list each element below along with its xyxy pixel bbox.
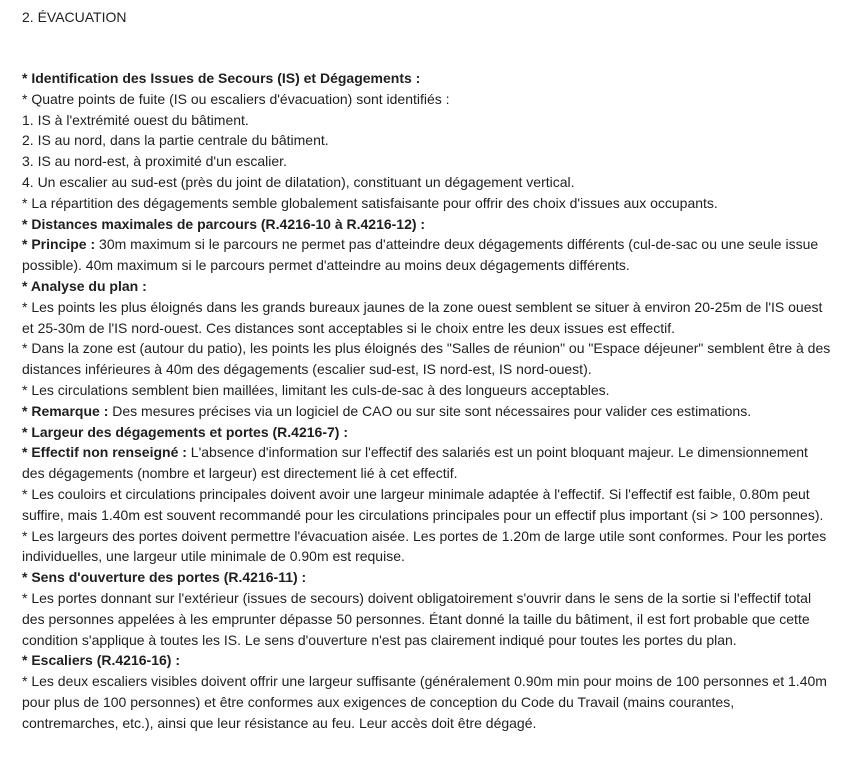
- effectif-text: L'absence d'information sur l'effectif des salariés est un point bloquant majeur. Le dimensionnement des dégagements (nombre et largeur) est directement lié à cet effectif.: [22, 444, 808, 482]
- remarque-text: Des mesures précises via un logiciel de CAO ou sur site sont nécessaires pour valider ces estimations.: [108, 402, 752, 419]
- list-item: 1. IS à l'extrémité ouest du bâtiment.: [22, 111, 249, 128]
- list-item: 4. Un escalier au sud-est (près du joint de dilatation), constituant un dégagement vertical.: [22, 173, 575, 190]
- heading-largeur: * Largeur des dégagements et portes (R.4216-7) :: [22, 423, 348, 440]
- section-title: 2. ÉVACUATION: [22, 9, 127, 25]
- paragraph-line: * Dans la zone est (autour du patio), les points les plus éloignés des "Salles de réunion" ou "Espace déjeuner" semblent être à des distances inférieures à 40m des dégagements (escalier sud-est, IS nord-est, IS nord-ouest).: [22, 340, 831, 378]
- heading-escaliers: * Escaliers (R.4216-16) :: [22, 652, 180, 669]
- paragraph-effectif: [22, 442, 834, 484]
- heading-distances: * Distances maximales de parcours (R.4216-10 à R.4216-12) :: [22, 215, 426, 232]
- paragraph-line: * Les couloirs et circulations principales doivent avoir une largeur minimale adaptée à l'effectif. Si l'effectif est faible, 0.80m peut suffire, mais 1.40m est souvent recommandé pour les circulations principales pour un effectif plus important (si > 100 personnes).: [22, 485, 824, 523]
- paragraph-line: * Quatre points de fuite (IS ou escaliers d'évacuation) sont identifiés :: [22, 90, 450, 107]
- effectif-label: * Effectif non renseigné :: [22, 444, 187, 461]
- paragraph-principe: [22, 234, 834, 276]
- paragraph-line: * Les circulations semblent bien maillées, limitant les culs-de-sac à des longueurs acceptables.: [22, 381, 610, 398]
- paragraph-line: * Les largeurs des portes doivent permettre l'évacuation aisée. Les portes de 1.20m de large utile sont conformes. Pour les portes individuelles, une largeur utile minimale de 0.90m est requise.: [22, 527, 827, 565]
- paragraph-line: * Les deux escaliers visibles doivent offrir une largeur suffisante (généralement 0.90m min pour moins de 100 personnes et 1.40m pour plus de 100 personnes) et être conformes aux exigences de conception du Code du Travail (mains courantes, contremarches, etc.), ainsi que leur résistance au feu. Leur accès doit être dégagé.: [22, 673, 827, 731]
- paragraph-line: * La répartition des dégagements semble globalement satisfaisante pour offrir des choix d'issues aux occupants.: [22, 194, 718, 211]
- principe-text: 30m maximum si le parcours ne permet pas d'atteindre deux dégagements différents (cul-de-sac ou une seule issue possible). 40m maximum si le parcours permet d'atteindre au moins deux dégagements différents.: [22, 236, 819, 274]
- heading-sens-ouverture: * Sens d'ouverture des portes (R.4216-11) :: [22, 569, 307, 586]
- heading-analyse: * Analyse du plan :: [22, 277, 147, 294]
- heading-identification: * Identification des Issues de Secours (IS) et Dégagements :: [22, 70, 421, 86]
- list-item: 2. IS au nord, dans la partie centrale du bâtiment.: [22, 132, 329, 149]
- paragraph-line: * Les points les plus éloignés dans les grands bureaux jaunes de la zone ouest semblent se situer à environ 20-25m de l'IS ouest et 25-30m de l'IS nord-ouest. Ces distances sont acceptables si le choix entre les deux issues est effectif.: [22, 298, 823, 336]
- remarque-label: * Remarque :: [22, 402, 109, 419]
- list-item: 3. IS au nord-est, à proximité d'un escalier.: [22, 153, 287, 170]
- principe-label: * Principe :: [22, 236, 96, 253]
- paragraph-remarque: [22, 401, 834, 422]
- paragraph-line: * Les portes donnant sur l'extérieur (issues de secours) doivent obligatoirement s'ouvrir dans le sens de la sortie si l'effectif total des personnes appelées à les emprunter dépasse 50 personnes. Étant donné la taille du bâtiment, il est fort probable que cette condition s'applique à toutes les IS. Le sens d'ouverture n'est pas clairement indiqué pour toutes les portes du plan.: [22, 589, 812, 648]
- document-body: [22, 68, 834, 734]
